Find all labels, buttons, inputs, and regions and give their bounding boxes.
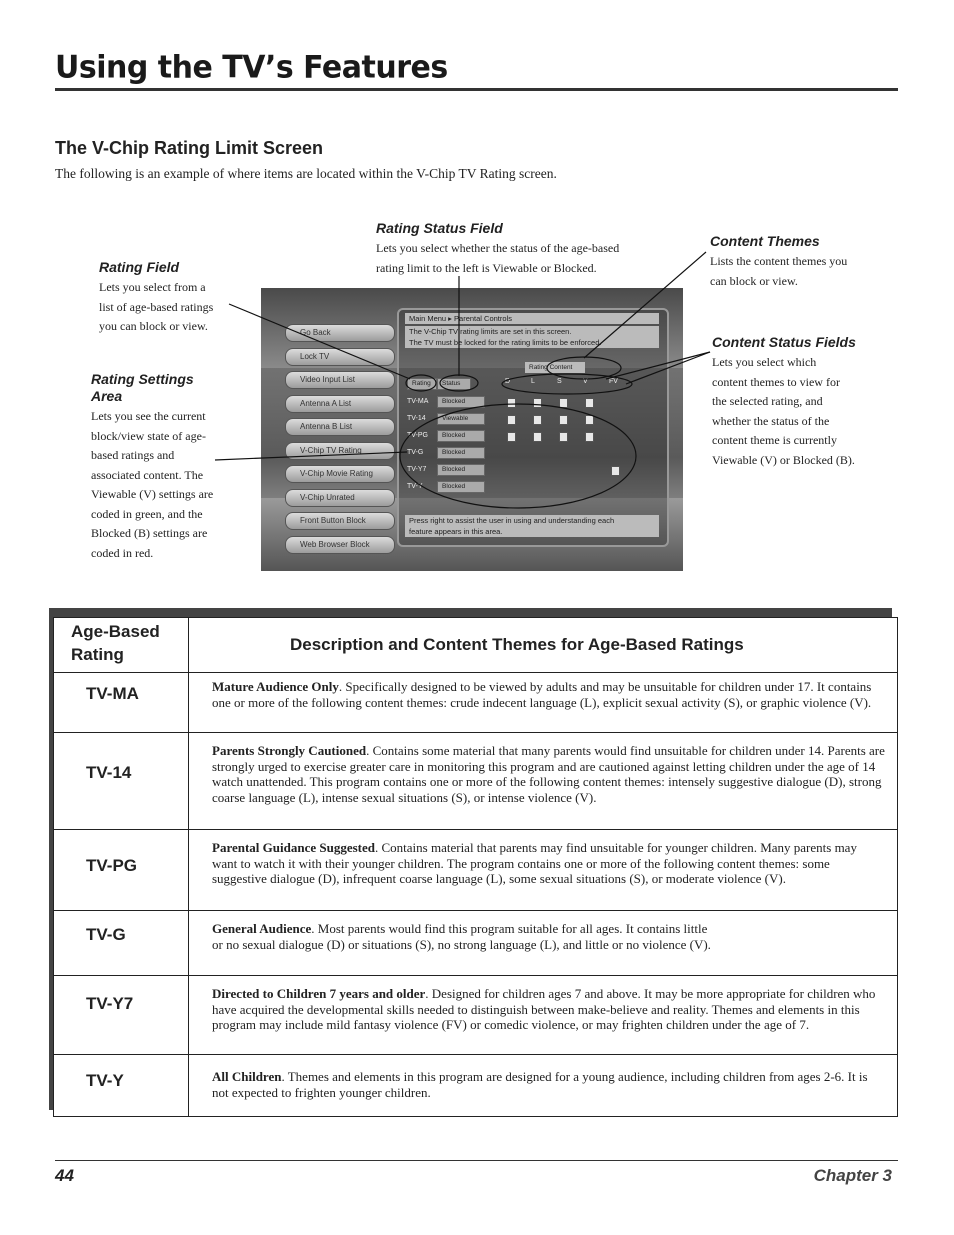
section-intro: The following is an example of where items are located within the V-Chip TV Rating screen. <box>55 166 557 181</box>
rating-cell: TV-Y <box>54 1055 189 1117</box>
description-lead: All Children <box>212 1069 282 1084</box>
callout-line: you can block or view. <box>99 319 208 333</box>
screen-col-rating: Rating <box>407 378 437 390</box>
header-age-based-rating: Age-Based Rating <box>54 618 189 673</box>
description-text: . Designed for children ages 7 and above. It may be more appropriate for children who have acquired the developmental skills needed to distinguish between make-believe and reality. Themes and elements in this program may include mild fantasy violence (FV) or comedic violence, or may frighten children under the age of 7. <box>212 986 876 1033</box>
description-cell <box>189 1055 898 1117</box>
callout-rating-field <box>99 259 259 337</box>
screen-checkbox[interactable] <box>585 398 594 408</box>
screen-checkbox[interactable] <box>507 415 516 425</box>
screen-checkbox[interactable] <box>533 432 542 442</box>
callout-content-themes <box>710 233 910 291</box>
callout-line: Viewable (V) or Blocked (B). <box>712 452 855 467</box>
screen-col-status: Status <box>437 378 471 390</box>
callout-line: Lets you see the current <box>91 409 206 423</box>
screen-row-status[interactable]: Blocked <box>437 430 485 442</box>
table-row <box>54 830 898 911</box>
screen-row-status[interactable]: Blocked <box>437 464 485 476</box>
callout-line: coded in green, and the <box>91 506 203 521</box>
description-lead: Directed to Children 7 years and older <box>212 986 426 1001</box>
callout-title-line: Rating Settings <box>91 371 194 387</box>
tv-screen-screenshot <box>261 288 683 571</box>
callout-line: rating limit to the left is Viewable or Blocked. <box>376 260 597 275</box>
description-cell <box>189 911 898 976</box>
screen-menu-item[interactable]: V-Chip Unrated <box>285 489 395 507</box>
screen-row-rating[interactable]: TV-14 <box>407 415 426 422</box>
rating-cell: TV-G <box>54 911 189 976</box>
callout-line: can block or view. <box>710 273 798 288</box>
callout-line: whether the status of the <box>712 413 830 428</box>
screen-menu-item[interactable]: Front Button Block <box>285 512 395 530</box>
screen-row-rating[interactable]: TV-Y <box>407 483 423 490</box>
callout-line: Lets you select which <box>712 355 817 369</box>
screen-checkbox[interactable] <box>507 398 516 408</box>
callout-line: coded in red. <box>91 545 154 560</box>
callout-line: associated content. The <box>91 467 204 482</box>
screen-checkbox[interactable] <box>533 398 542 408</box>
callout-line: block/view state of age- <box>91 428 206 443</box>
callout-title-line: Area <box>91 388 123 404</box>
description-lead: General Audience <box>212 921 312 936</box>
screen-info-line: The TV must be locked for the rating limits to be enforced. <box>405 337 659 348</box>
screen-menu-item[interactable]: V-Chip Movie Rating <box>285 465 395 483</box>
callout-line: content themes to view for <box>712 374 840 389</box>
screen-menu-item[interactable]: V-Chip TV Rating <box>285 442 395 460</box>
callout-title: Rating Status Field <box>376 220 503 236</box>
description-cell <box>189 733 898 830</box>
chapter-label: Chapter 3 <box>813 1166 892 1185</box>
description-text: . Themes and elements in this program are designed for a young audience, including children from ages 2-6. It is not expected to frighten younger children. <box>212 1069 868 1100</box>
screen-checkbox[interactable] <box>533 415 542 425</box>
callout-text <box>376 239 676 278</box>
callout-line: Lets you select whether the status of the age-based <box>376 241 620 255</box>
screen-info-line: The V-Chip TV rating limits are set in this screen. <box>405 326 659 337</box>
table-row <box>54 673 898 733</box>
screen-menu-item[interactable]: Antenna B List <box>285 418 395 436</box>
screen-menu-item[interactable]: Antenna A List <box>285 395 395 413</box>
callout-text <box>91 407 251 563</box>
rating-cell: TV-14 <box>54 733 189 830</box>
screen-row-rating[interactable]: TV-G <box>407 449 424 456</box>
screen-col-s: S <box>557 378 562 385</box>
page-title: Using the TV’s Features <box>55 49 448 86</box>
screen-help-line: feature appears in this area. <box>405 526 659 537</box>
table-row <box>54 911 898 976</box>
table-row <box>54 1055 898 1117</box>
screen-row-status[interactable]: Blocked <box>437 481 485 493</box>
title-divider <box>55 88 898 91</box>
callout-line: list of age-based ratings <box>99 299 214 314</box>
callout-content-status-fields <box>712 334 912 470</box>
rating-cell: TV-Y7 <box>54 976 189 1055</box>
screen-checkbox[interactable] <box>585 432 594 442</box>
description-text: . Most parents would find this program suitable for all ages. It contains little or no sexual dialogue (D) or situations (S), no strong language (L), and little or no violence (V). <box>212 921 711 952</box>
screen-rating-content-label: Rating Content <box>525 362 585 373</box>
callout-rating-settings-area <box>91 371 251 563</box>
callout-rating-status-field <box>376 220 676 278</box>
screen-col-fv: FV <box>609 378 618 385</box>
screen-checkbox[interactable] <box>585 415 594 425</box>
page-number: 44 <box>55 1166 74 1185</box>
screen-menu-item[interactable]: Web Browser Block <box>285 536 395 554</box>
description-cell <box>189 673 898 733</box>
callout-title <box>91 371 251 405</box>
screen-row-rating[interactable]: TV-MA <box>407 398 429 405</box>
screen-row-status[interactable]: Viewable <box>437 413 485 425</box>
callout-line: Viewable (V) settings are <box>91 487 214 501</box>
screen-checkbox[interactable] <box>559 432 568 442</box>
description-cell <box>189 976 898 1055</box>
description-text: . Contains some material that many parents would find unsuitable for children under 14. Parents are strongly urged to exercise greater care in monitoring this program and are cautioned against letting children under the age of 14 watch unattended. This program contains one or more of the following content themes: intensely suggestive dialogue (D), strong coarse language (L), intense sexual situations (S), or intense violence (V). <box>212 743 885 806</box>
screen-menu-item[interactable]: Lock TV <box>285 348 395 366</box>
screen-col-v: V <box>583 378 588 385</box>
screen-help-line: Press right to assist the user in using and understanding each <box>405 515 659 526</box>
description-lead: Parental Guidance Suggested <box>212 840 375 855</box>
description-text: . Contains material that parents may find unsuitable for younger children. Many parents may want to watch it with their younger children. The program contains one or more of the following content themes: some suggestive dialogue (D), infrequent coarse language (L), some sexual situations (S), or moderate violence (V). <box>212 840 857 887</box>
description-lead: Parents Strongly Cautioned <box>212 743 367 758</box>
screen-checkbox[interactable] <box>507 432 516 442</box>
callout-line: Blocked (B) settings are <box>91 526 208 540</box>
callout-text <box>99 278 259 337</box>
callout-text <box>710 252 910 291</box>
screen-menu-item[interactable]: Video Input List <box>285 371 395 389</box>
callout-line: the selected rating, and <box>712 394 823 408</box>
screen-panel <box>397 308 669 547</box>
rating-cell: TV-MA <box>54 673 189 733</box>
header-description: Description and Content Themes for Age-Based Ratings <box>189 618 898 673</box>
ratings-table <box>53 617 898 1117</box>
screen-checkbox[interactable] <box>559 415 568 425</box>
screen-menu <box>285 324 395 559</box>
screen-checkbox[interactable] <box>559 398 568 408</box>
description-cell <box>189 830 898 911</box>
screen-col-d: D <box>505 378 511 385</box>
callout-line: Lists the content themes you <box>710 254 848 268</box>
rating-cell: TV-PG <box>54 830 189 911</box>
callout-text <box>712 353 912 470</box>
section-heading: The V-Chip Rating Limit Screen <box>55 138 324 158</box>
footer-divider <box>55 1160 898 1161</box>
screen-row-rating[interactable]: TV-Y7 <box>407 466 427 473</box>
callout-line: Lets you select from a <box>99 280 206 294</box>
callout-title: Content Status Fields <box>712 334 856 350</box>
callout-title: Content Themes <box>710 233 820 249</box>
screen-row-rating[interactable]: TV-PG <box>407 432 429 439</box>
description-text: . Specifically designed to be viewed by adults and may be unsuitable for children under 17. It contains one or more of the following content themes: crude indecent language (L), explicit sexual activity (S), or graphic violence (V). <box>212 679 872 710</box>
screen-col-l: L <box>531 378 535 385</box>
screen-row-status[interactable]: Blocked <box>437 396 485 408</box>
screen-row-status[interactable]: Blocked <box>437 447 485 459</box>
description-lead: Mature Audience Only <box>212 679 339 694</box>
screen-menu-item[interactable]: Go Back <box>285 324 395 342</box>
table-row <box>54 733 898 830</box>
callout-line: content theme is currently <box>712 433 837 447</box>
callout-title: Rating Field <box>99 259 180 275</box>
screen-checkbox[interactable] <box>611 466 620 476</box>
screen-breadcrumb: Main Menu ▸ Parental Controls <box>405 313 659 324</box>
callout-line: based ratings and <box>91 448 175 462</box>
table-row <box>54 976 898 1055</box>
table-header-row <box>54 618 898 673</box>
